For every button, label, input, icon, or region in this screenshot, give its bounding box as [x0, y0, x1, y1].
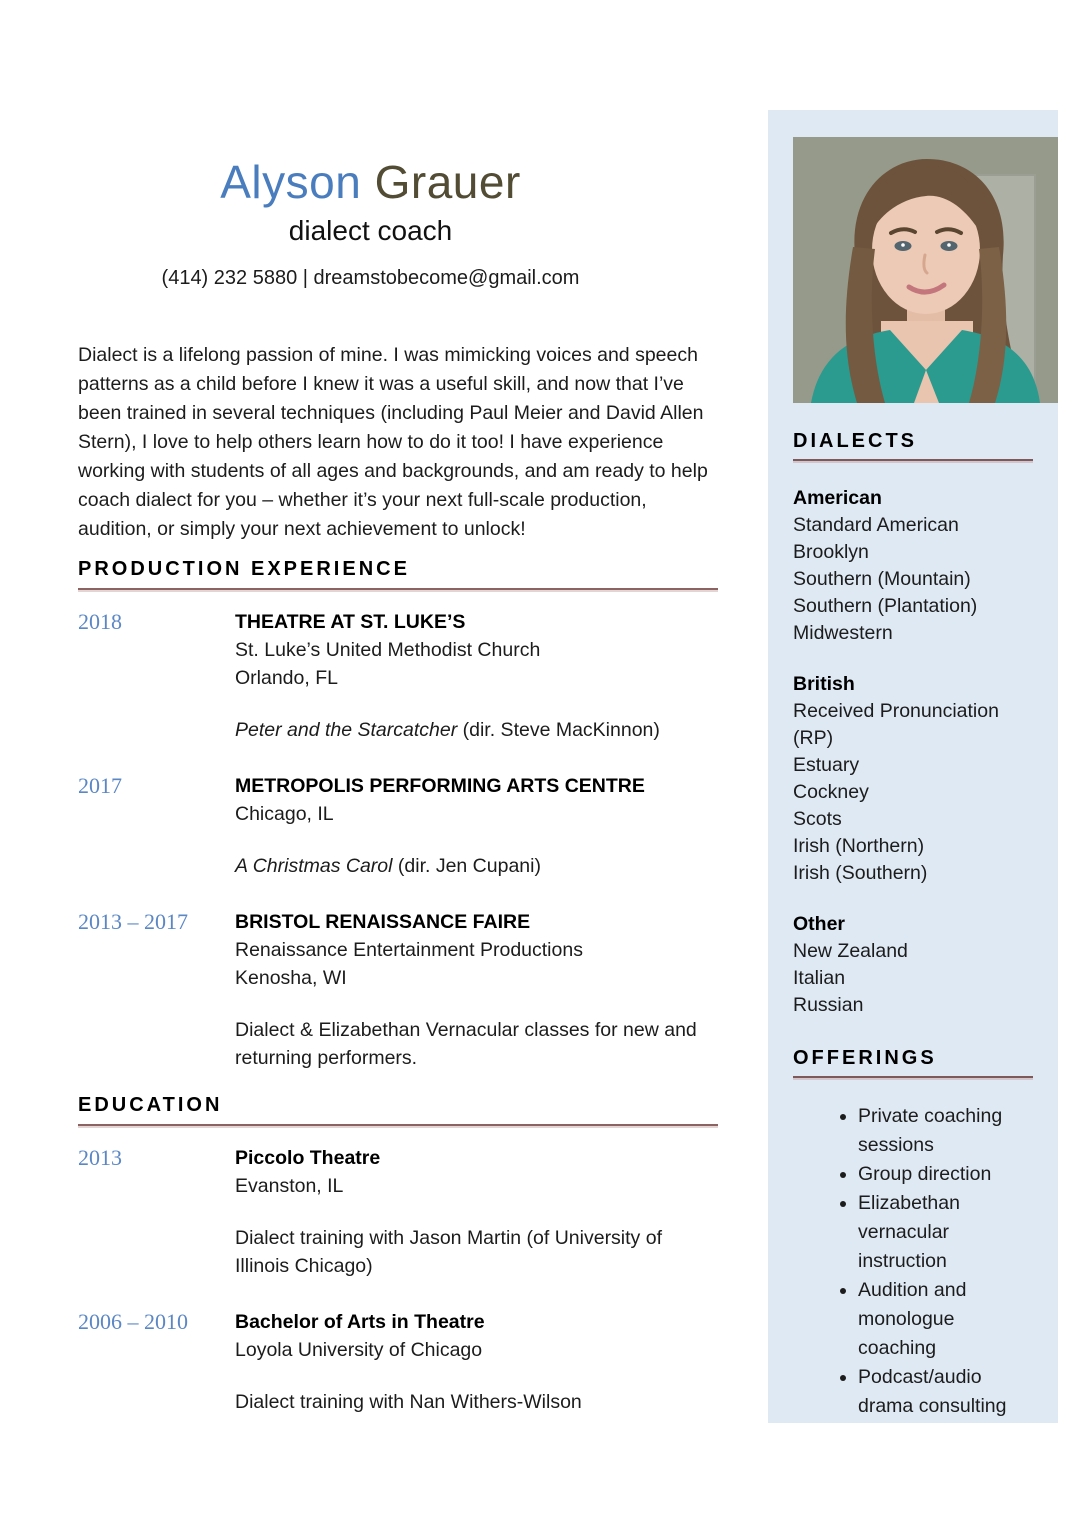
dialect-item: Received Pronunciation (RP) — [793, 700, 999, 749]
director-credit: (dir. Steve MacKinnon) — [457, 718, 660, 741]
production-entry — [78, 908, 718, 1072]
year-label: 2006 – 2010 — [78, 1308, 188, 1334]
dialect-item: Southern (Mountain) — [793, 568, 971, 590]
production-experience-heading: PRODUCTION EXPERIENCE — [78, 558, 718, 590]
dialect-group-name: Other — [793, 913, 846, 935]
dialect-item: Irish (Southern) — [793, 862, 928, 884]
director-credit: (dir. Jen Cupani) — [392, 854, 541, 877]
entry-detail: Dialect training with Nan Withers-Wilson — [235, 1390, 582, 1413]
offering-item: • Group direction — [858, 1160, 1020, 1189]
education-entries — [78, 1144, 718, 1416]
dialect-item: Brooklyn — [793, 541, 869, 563]
degree-name: Bachelor of Arts in Theatre — [235, 1310, 485, 1333]
dialect-item: Southern (Plantation) — [793, 595, 978, 617]
show-title: A Christmas Carol — [235, 854, 393, 877]
dialect-group-british — [793, 671, 1033, 887]
dialect-item: Scots — [793, 808, 842, 830]
production-entry — [78, 772, 718, 880]
entry-body — [235, 1144, 718, 1280]
main-column — [78, 0, 718, 1416]
entry-body — [235, 608, 718, 744]
offering-item: • Podcast/audio drama consulting — [858, 1363, 1020, 1421]
entry-description: Dialect & Elizabethan Vernacular classes for new and returning performers. — [235, 1018, 697, 1069]
offerings-list — [823, 1102, 1023, 1421]
summary-paragraph: Dialect is a lifelong passion of mine. I was mimicking voices and speech patterns as a child before I knew it was a useful skill, and now that I’ve been trained in several techniques (including Paul Meier and David Allen Stern), I love to help others learn how to do it too! I have experience working with students of all ages and backgrounds, and am ready to help coach dialect for you – whether it’s your next full-scale production, audition, or simply your next achievement to unlock! — [78, 343, 708, 540]
dialect-item: Irish (Northern) — [793, 835, 925, 857]
dialects-heading: DIALECTS — [793, 430, 1033, 461]
dialect-group-name: British — [793, 673, 855, 695]
organization-line: St. Luke’s United Methodist Church — [235, 638, 541, 661]
resume-header — [78, 156, 663, 290]
production-entries — [78, 608, 718, 1072]
organization-line: Chicago, IL — [235, 802, 334, 825]
job-title: dialect coach — [288, 214, 453, 246]
sidebar — [768, 110, 1058, 1423]
entry-body — [235, 1308, 718, 1416]
institution-line: Evanston, IL — [235, 1174, 344, 1197]
organization-name: BRISTOL RENAISSANCE FAIRE — [235, 910, 531, 933]
dialect-item: Midwestern — [793, 622, 893, 644]
education-heading: EDUCATION — [78, 1094, 718, 1126]
last-name: Grauer — [374, 156, 521, 208]
first-name: Alyson — [220, 156, 362, 208]
organization-line: Kenosha, WI — [235, 966, 347, 989]
production-entry — [78, 608, 718, 744]
dialect-group-name: American — [793, 487, 882, 509]
year-label: 2018 — [78, 608, 122, 634]
organization-line: Renaissance Entertainment Productions — [235, 938, 583, 961]
show-title: Peter and the Starcatcher — [235, 718, 458, 741]
dialect-item: New Zealand — [793, 940, 908, 962]
organization-line: Orlando, FL — [235, 666, 338, 689]
education-entry — [78, 1308, 718, 1416]
dialect-item: Russian — [793, 994, 864, 1016]
contact-line: (414) 232 5880 | dreamstobecome@gmail.com — [161, 266, 580, 289]
institution-name: Piccolo Theatre — [235, 1146, 381, 1169]
dialect-item: Standard American — [793, 514, 959, 536]
entry-detail — [235, 852, 718, 880]
organization-name: METROPOLIS PERFORMING ARTS CENTRE — [235, 774, 645, 797]
year-label: 2013 – 2017 — [78, 908, 188, 934]
page-title — [78, 156, 663, 209]
headshot-photo — [793, 137, 1058, 403]
dialect-item: Estuary — [793, 754, 860, 776]
institution-line: Loyola University of Chicago — [235, 1338, 483, 1361]
entry-body — [235, 772, 718, 880]
entry-detail — [235, 716, 718, 744]
sidebar-content — [768, 430, 1058, 1421]
entry-detail: Dialect training with Jason Martin (of University of Illinois Chicago) — [235, 1226, 662, 1277]
year-label: 2017 — [78, 772, 122, 798]
offering-item: • Elizabethan vernacular instruction — [858, 1189, 1020, 1276]
dialect-group-other — [793, 911, 1033, 1019]
dialect-item: Italian — [793, 967, 846, 989]
dialect-item: Cockney — [793, 781, 869, 803]
organization-name: THEATRE AT ST. LUKE’S — [235, 610, 466, 633]
education-entry — [78, 1144, 718, 1280]
dialect-group-american — [793, 485, 1033, 647]
offering-item: • Private coaching sessions — [858, 1102, 1020, 1160]
entry-body — [235, 908, 718, 1072]
offerings-heading: OFFERINGS — [793, 1047, 1033, 1078]
entry-detail — [235, 1016, 718, 1072]
offering-item: • Audition and monologue coaching — [858, 1276, 1020, 1363]
year-label: 2013 — [78, 1144, 122, 1170]
